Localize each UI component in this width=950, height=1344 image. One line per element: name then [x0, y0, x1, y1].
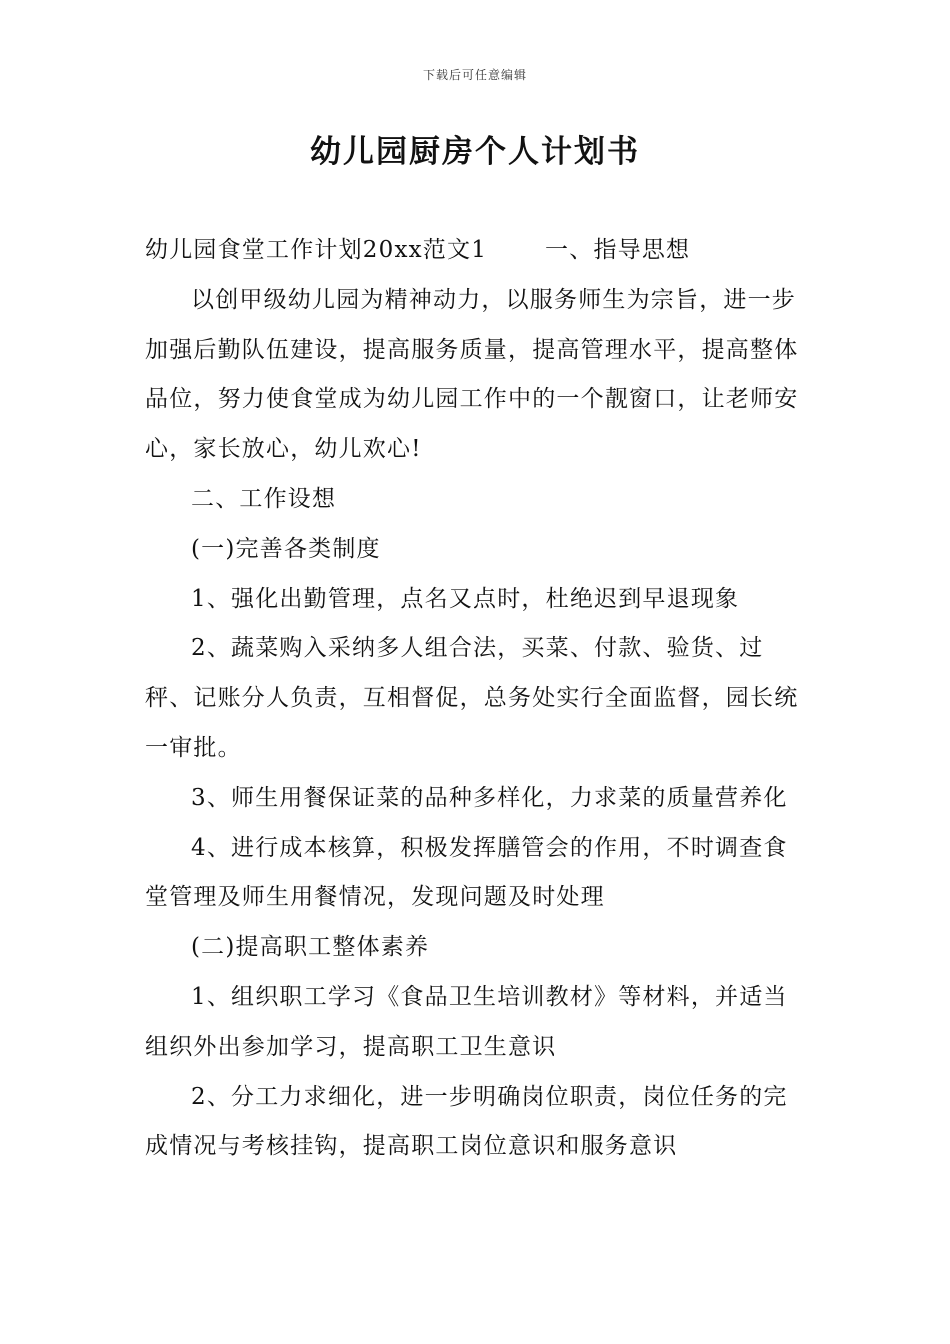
header-note: 下载后可任意编辑: [422, 68, 527, 82]
subtitle-line: [145, 226, 807, 276]
subsection-heading-systems: (一)完善各类制度: [191, 535, 381, 562]
paragraph-item-2-duties: 2、分工力求细化，进一步明确岗位职责，岗位任务的完成情况与考核挂钩，提高职工岗位意识和服务意识: [145, 1083, 788, 1160]
paragraph-item-1-attendance: 1、强化出勤管理，点名又点时，杜绝迟到早退现象: [191, 585, 740, 612]
section-heading-work-plan: 二、工作设想: [191, 485, 337, 512]
paragraph-item-1-training: 1、组织职工学习《食品卫生培训教材》等材料，并适当组织外出参加学习，提高职工卫生意识: [145, 983, 788, 1060]
section-heading-guiding-thought: 一、指导思想: [545, 237, 691, 263]
subsection-heading-staff-quality: (二)提高职工整体素养: [191, 934, 430, 961]
document-subtitle: 幼儿园食堂工作计划20xx范文1: [145, 237, 488, 263]
paragraph-guiding-thought: 以创甲级幼儿园为精神动力，以服务师生为宗旨，进一步加强后勤队伍建设，提高服务质量，提高管理水平，提高整体品位，努力使食堂成为幼儿园工作中的一个靓窗口，让老师安心，家长放心，幼儿欢心!: [145, 286, 799, 463]
paragraph-item-4-cost: 4、进行成本核算，积极发挥膳管会的作用，不时调查食堂管理及师生用餐情况，发现问题及时处理: [145, 834, 788, 911]
document-body: [145, 226, 807, 1172]
paragraph-item-3-menu: 3、师生用餐保证菜的品种多样化，力求菜的质量营养化: [191, 784, 788, 811]
document-title: 幼儿园厨房个人计划书: [310, 134, 640, 170]
paragraph-item-2-purchasing: 2、蔬菜购入采纳多人组合法，买菜、付款、验货、过秤、记账分人负责，互相督促，总务处实行全面监督，园长统一审批。: [145, 635, 799, 761]
